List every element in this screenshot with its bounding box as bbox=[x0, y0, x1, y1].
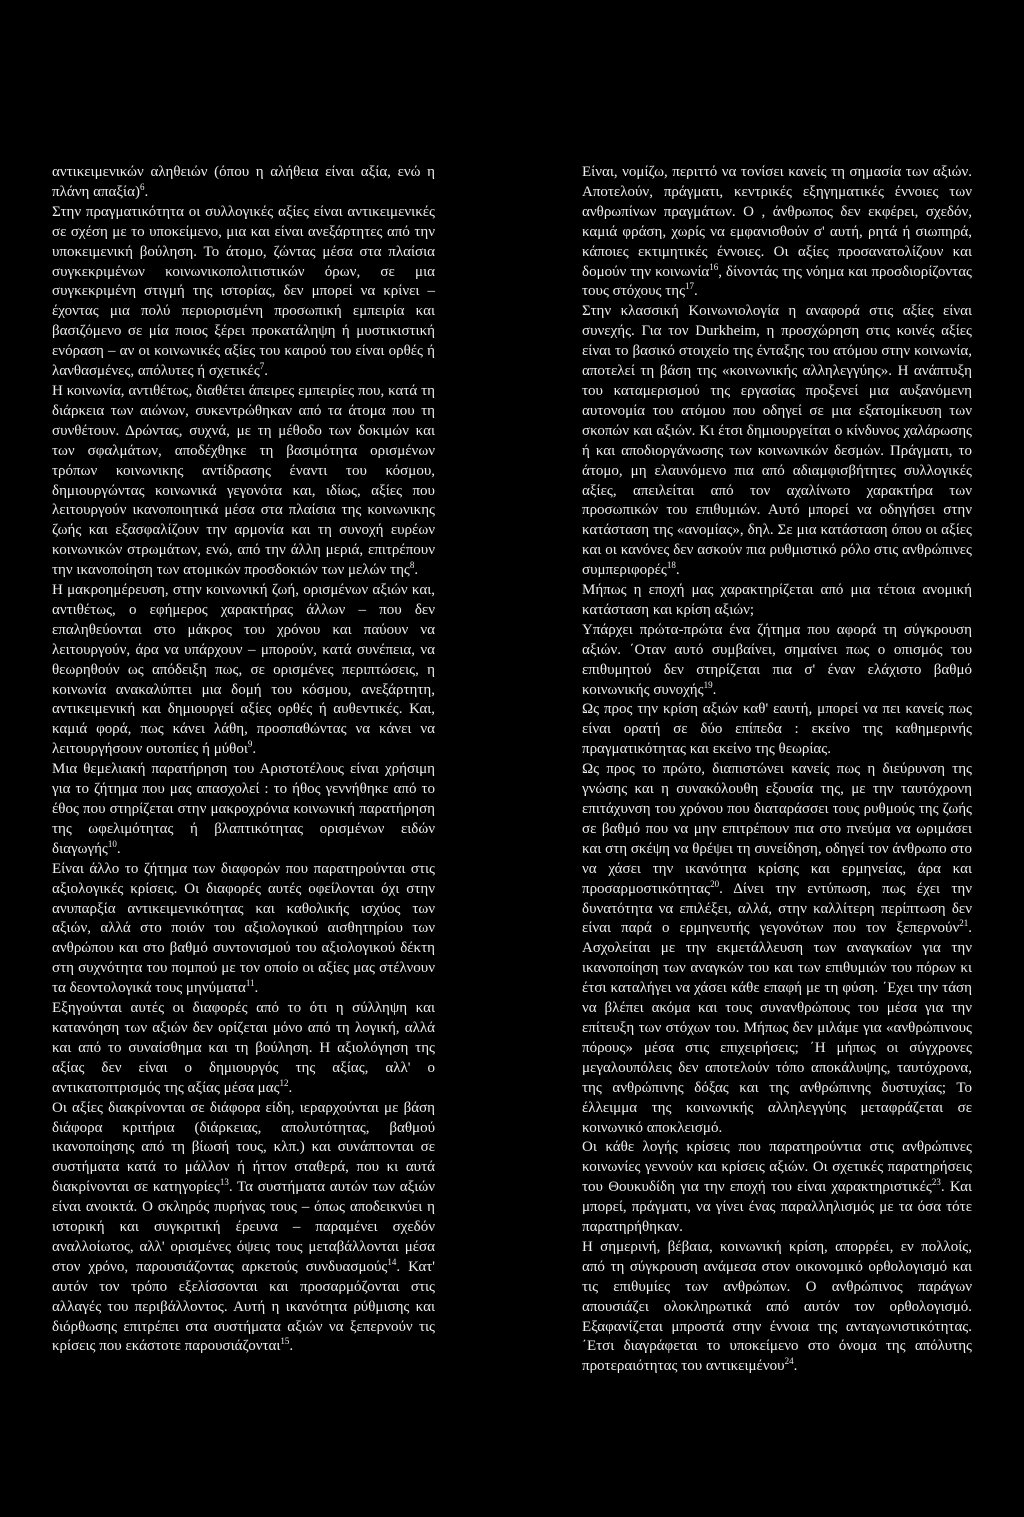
right-column bbox=[582, 163, 972, 1377]
paragraph-text: Υπάρχει πρώτα-πρώτα ένα ζήτημα που αφορά τη σύγκρουση αξιών. ΄Οταν αυτό συμβαίνει, σημαίνει πως ο οπισμός του επιθυμητού δεν στηρίζεται πια σ' έναν ελάχιστο βαθμό κοινωνικής συνοχής bbox=[582, 621, 972, 698]
footnote-marker: 16 bbox=[709, 261, 719, 272]
footnote-marker: 23 bbox=[931, 1177, 941, 1188]
right-paragraph bbox=[582, 1238, 972, 1377]
left-paragraph bbox=[52, 382, 435, 581]
paragraph-text: Είναι, νομίζω, περιττό να τονίσει κανείς τη σημασία των αξιών. Αποτελούν, πράγματι, κεντρικές εξηγηματικές έννοιες των ανθρωπίνων πραγμάτων. Ο , άνθρωπος δεν εκφέρει, σχεδόν, καμιά φράση, χωρίς να εμφανισθούν σ' αυτή, ρητά ή σιωπηρά, κάποιες εκτιμητικές έννοιες. Οι αξίες προσανατολίζουν και δομούν την κοινωνία bbox=[582, 164, 972, 280]
paragraph-text: . bbox=[144, 183, 149, 200]
footnote-marker: 24 bbox=[784, 1356, 794, 1367]
footnote-marker: 14 bbox=[387, 1256, 397, 1267]
paragraph-text: . bbox=[793, 1358, 798, 1375]
left-paragraph bbox=[52, 760, 435, 860]
paragraph-text: . bbox=[288, 1079, 293, 1096]
paragraph-text: . bbox=[252, 741, 257, 758]
paragraph-text: . bbox=[414, 562, 419, 579]
footnote-marker: 12 bbox=[279, 1077, 289, 1088]
paragraph-text: Είναι άλλο το ζήτημα των διαφορών που παρατηρούνται στις αξιολογικές κρίσεις. Οι διαφορές αυτές οφείλονται όχι στην ανυπαρξία αντικειμενικότητας και καθολικής ισχύος των αξιών, αλλά στο ποιόν του αξιολογικού αισθητηρίου των ανθρώπου και στο βαθμό συντονισμού του αξιολογικού δέκτη στη συχνότητα του πομπού με τον οποίο οι αξίες μας στέλνουν τα δεοντολογικά τους μηνύματα bbox=[52, 860, 435, 997]
left-paragraph bbox=[52, 581, 435, 760]
paragraph-text: . bbox=[264, 363, 269, 380]
footnote-marker: 9 bbox=[247, 739, 253, 750]
paragraph-text: Ως προς την κρίση αξιών καθ' εαυτή, μπορεί να πει κανείς πως είναι ορατή σε δύο επίπεδα : εκείνο της καθημερινής πραγματικότητας και εκείνο της θεωρίας. bbox=[582, 701, 972, 758]
right-paragraph bbox=[582, 302, 972, 581]
paragraph-text: Εξηγούνται αυτές οι διαφορές από το ότι η σύλληψη και κατανόηση των αξιών δεν ορίζεται μόνο από τη λογική, αλλά και από το συναίσθημα και τη βούληση. Η αξιολόγηση της αξίας δεν είναι ο δημιουργός της αξίας, αλλ' ο αντικατοπτρισμός της αξίας μέσα μας bbox=[52, 1000, 435, 1096]
left-paragraph bbox=[52, 203, 435, 382]
footnote-marker: 13 bbox=[219, 1177, 229, 1188]
right-paragraph bbox=[582, 760, 972, 1138]
paragraph-text: . Τα συστήματα αυτών των αξιών είναι ανοικτά. Ο σκληρός πυρήνας τους – όπως αποδεικνύει η ιστορική και συγκριτική έρευνα – παραμένει σχεδόν αναλλοίωτος, αλλ' ορισμένες όψεις τους μεταβάλλονται μέσα στον χρόνο, παρουσιάζοντας αρκετούς συνδυασμούς bbox=[52, 1179, 435, 1275]
paragraph-text: . Και μπορεί, πράγματι, να γίνει ένας παραλληλισμός με τα όσα τότε παρατηρήθηκαν. bbox=[582, 1179, 973, 1236]
right-paragraph bbox=[582, 621, 972, 701]
footnote-marker: 17 bbox=[685, 281, 695, 292]
paragraph-text: . Δίνει την εντύπωση, πως έχει την δυνατότητα να επιλέξει, αλλά, στην καλλίτερη περίπτωση δεν είναι παρά ο ερμηνευτής γεγονότων που τον ξεπερνούν bbox=[582, 880, 972, 937]
footnote-marker: 20 bbox=[710, 878, 720, 889]
footnote-marker: 6 bbox=[139, 181, 145, 192]
paragraph-text: Μια θεμελιακή παρατήρηση του Αριστοτέλους είναι χρήσιμη για το ζήτημα που μας απασχολεί : το ήθος γεννήθηκε από το έθος που στηρίζεται στην μακροχρόνια κοινωνική παρατήρηση της ωφελιμότητας ή βλαπτικότητας ορισμένων ειδών διαγωγής bbox=[52, 761, 435, 857]
paragraph-text: Οι αξίες διακρίνονται σε διάφορα είδη, ιεραρχούνται με βάση διάφορα κριτήρια (διάρκειας, απολυτότητας, βαθμού ικανοποίησης από τη βίωσή τους, κλπ.) και συνάπτονται σε συστήματα κατά το μάλλον ή ήττον σταθερά, που κι αυτά διακρίνονται σε κατηγορίες bbox=[52, 1099, 435, 1196]
paragraph-text: Η σημερινή, βέβαια, κοινωνική κρίση, απορρέει, εν πολλοίς, από τη σύγκρουση ανάμεσα στον οικονομικό ορθολογισμό και τις επιθυμίες των ανθρώπων. Ο ανθρώπινος παράγων απουσιάζει ολοκληρωτικά από αυτόν τον ορθολογισμό. Εξαφανίζεται μπροστά στην έννοια της ανταγωνιστικότητας. ΄Ετσι διαγράφεται το υποκείμενο στο όνομα της απόλυτης προτεραιότητας του αντικειμένου bbox=[582, 1238, 972, 1375]
right-paragraph bbox=[582, 581, 972, 621]
footnote-marker: 10 bbox=[107, 838, 117, 849]
left-paragraph bbox=[52, 999, 435, 1099]
paragraph-text: Στην κλασσική Κοινωνιολογία η αναφορά στις αξίες είναι συνεχής. Για τον Durkheim, η προσχώρηση στις κοινές αξίες είναι το βασικό στοιχείο της ένταξης του ατόμου στην κοινωνία, αποτελεί τη βάση της «κοινωνικής αλληλεγγύης». Η ανάπτυξη του καταμερισμού της εργασίας προξενεί μια αυξανόμενη αυτονομία του ατόμου που οδηγεί σε μια εξατομίκευση των σκοπών και αξιών. Κι έτσι δημιουργείται ο κίνδυνος χαλάρωσης ή και αποδιοργάνωσης των κοινωνικών δεσμών. Πράγματι, το άτομο, μη ελαυνόμενο πια από αδιαμφισβήτητες συλλογικές αξίες, απειλείται από τον αχαλίνωτο χαρακτήρα των προσωπικών του επιθυμιών. Αυτό μπορεί να οδηγήσει στην κατάσταση της «ανομίας», δηλ. Σε μια κατάσταση όπου οι αξίες και οι κανόνες δεν ασκούν πια ρυθμιστικό ρόλο στις ανθρώπινες συμπεριφορές bbox=[582, 303, 972, 579]
footnote-marker: 19 bbox=[703, 679, 713, 690]
paragraph-text: . bbox=[254, 980, 259, 997]
paragraph-text: . bbox=[712, 681, 717, 698]
paragraph-text: Η μακροημέρευση, στην κοινωνική ζωή, ορισμένων αξιών και, αντιθέτως, ο εφήμερος χαρακτήρας άλλων – που δεν επαληθεύονται στο μάκρος του χρόνου και παύουν να λειτουργούν, άρα να υπάρχουν – μπορούν, κατά συνέπεια, να θεωρηθούν ως απόδειξη πως, σε ορισμένες περιπτώσεις, η κοινωνία ανακαλύπτει μια δομή του κόσμου, ανεξάρτητη, αντικειμενική και δημιουργεί αξίες ορθές ή αυθεντικές. Και, καμιά φορά, πως κάνει λάθη, προσπαθώντας να κάνει να λειτουργήσουν ουτοπίες ή μύθοι bbox=[52, 582, 435, 758]
paragraph-text: . Ασχολείται με την εκμετάλλευση των αναγκαίων για την ικανοποίηση των αναγκών του και των επιθυμιών του πόρων κι έτσι καταλήγει να χάσει κάθε επαφή με τη φύση. ΄Εχει την τάση να βλέπει ακόμα και τους συνανθρώπους του μέσα για την επίτευξη των στόχων του. Μήπως δεν μιλάμε για «ανθρώπινους πόρους» μέσα στις επιχειρήσεις; ΄Η μήπως οι σύγχρονες μεγαλουπόλεις δεν αποτελούν τόπο αποκάλυψης, ταυτόχρονα, της ανθρώπινης δόξας και της ανθρώπινης δυστυχίας; Το έλλειμμα της κοινωνικής αλληλεγγύης μεταφράζεται σε κοινωνικό αποκλεισμό. bbox=[582, 920, 972, 1136]
paragraph-text: . bbox=[675, 562, 680, 579]
footnote-marker: 7 bbox=[259, 361, 265, 372]
left-paragraph bbox=[52, 1099, 435, 1358]
paragraph-text: , δίνοντάς της νόημα και προσδιορίζοντας τους στόχους της bbox=[582, 263, 973, 300]
right-paragraph bbox=[582, 700, 972, 760]
footnote-marker: 15 bbox=[280, 1336, 290, 1347]
right-paragraph bbox=[582, 1138, 972, 1238]
left-column bbox=[52, 163, 435, 1357]
right-paragraph bbox=[582, 163, 972, 302]
paragraph-text: αντικειμενικών αληθειών (όπου η αλήθεια είναι αξία, ενώ η πλάνη απαξία) bbox=[52, 164, 435, 200]
paragraph-text: Ως προς το πρώτο, διαπιστώνει κανείς πως η διεύρυνση της γνώσης και η συνακόλουθη εξουσία της, με την ταυτόχρονη επιτάχυνση του χρόνου που διαταράσσει τους ρυθμούς της ζωής σε βαθμό που να μην επιτρέπουν πια στο πνεύμα να ωριμάσει και στη σκέψη να θρέψει τη συνείδηση, οδηγεί τον άνθρωπο στο να χάσει την ικανότητα κρίσης και ερμηνείας, άρα και προσαρμοστικότητας bbox=[582, 761, 972, 897]
left-paragraph bbox=[52, 860, 435, 999]
left-paragraph bbox=[52, 163, 435, 203]
paragraph-text: Οι κάθε λογής κρίσεις που παρατηρούντια στις ανθρώπινες κοινωνίες γεννούν και κρίσεις αξιών. Οι σχετικές παρατηρήσεις του Θουκυδίδη για την εποχή του είναι χαρακτηριστικές bbox=[582, 1139, 972, 1196]
footnote-marker: 21 bbox=[959, 918, 969, 929]
paragraph-text: Μήπως η εποχή μας χαρακτηρίζεται από μια τέτοια ανομική κατάσταση και κρίση αξιών; bbox=[582, 582, 972, 618]
paragraph-text: Η κοινωνία, αντιθέτως, διαθέτει άπειρες εμπειρίες που, κατά τη διάρκεια των αιώνων, συκεντρώθηκαν από τα άτομα που τη συνθέτουν. Δρώντας, συχνά, με τη μέθοδο των δοκιμών και των σφαλμάτων, αποδέχθηκε τη βασιμότητα ορισμένων τρόπων κοινωνικης αντίδρασης έναντι του κόσμου, δημιουργώντας κοινωνικά γεγονότα και, ιδίως, αξίες που λειτουργούν ικανοποιητικά μέσα στα πλαίσια της κοινωνικης ζωής και εξασφαλίζουν την αρμονία και τη συνοχή ευρέων κοινωνικών στρωμάτων, ενώ, από την άλλη μεριά, επιτρέπουν την ικανοποίηση των ατομικών προσδοκιών των μελών της bbox=[52, 382, 435, 579]
footnote-marker: 8 bbox=[409, 560, 415, 571]
footnote-marker: 11 bbox=[245, 978, 255, 989]
paragraph-text: . Κατ' αυτόν τον τρόπο εξελίσσονται και προσαρμόζονται στις αλλαγές του περιβάλλοντος. Αυτή η ικανότητα ρύθμισης και διόρθωσης επιτρέπει στα συστήματα αξιών να ξεπερνούν τις κρίσεις που εκάστοτε παρουσιάζονται bbox=[52, 1258, 435, 1355]
paragraph-text: Στην πραγματικότητα οι συλλογικές αξίες είναι αντικειμενικές σε σχέση με το υποκείμενο, μια και είναι ανεξάρτητες από την υποκειμενική βούληση. Το άτομο, ζώντας μέσα στα πλαίσια συγκεκριμένων κοινωνικοπολιτιστικών όρων, σε μια συγκεκριμένη στιγμή της ιστορίας, δεν μπορεί να κρίνει – έχοντας μια πολύ περιορισμένη προσωπική εμπειρία και βασιζόμενο σε μία ποιος ξέρει προκατάληψη ή μυστικιστική ενόραση – αν οι κοινωνικές αξίες του καιρού του είναι ορθές ή λανθασμένες, απόλυτες ή σχετικές bbox=[52, 203, 435, 380]
paragraph-text: . bbox=[289, 1338, 294, 1355]
footnote-marker: 18 bbox=[666, 560, 676, 571]
paragraph-text: . bbox=[694, 283, 698, 300]
paragraph-text: . bbox=[116, 840, 121, 857]
